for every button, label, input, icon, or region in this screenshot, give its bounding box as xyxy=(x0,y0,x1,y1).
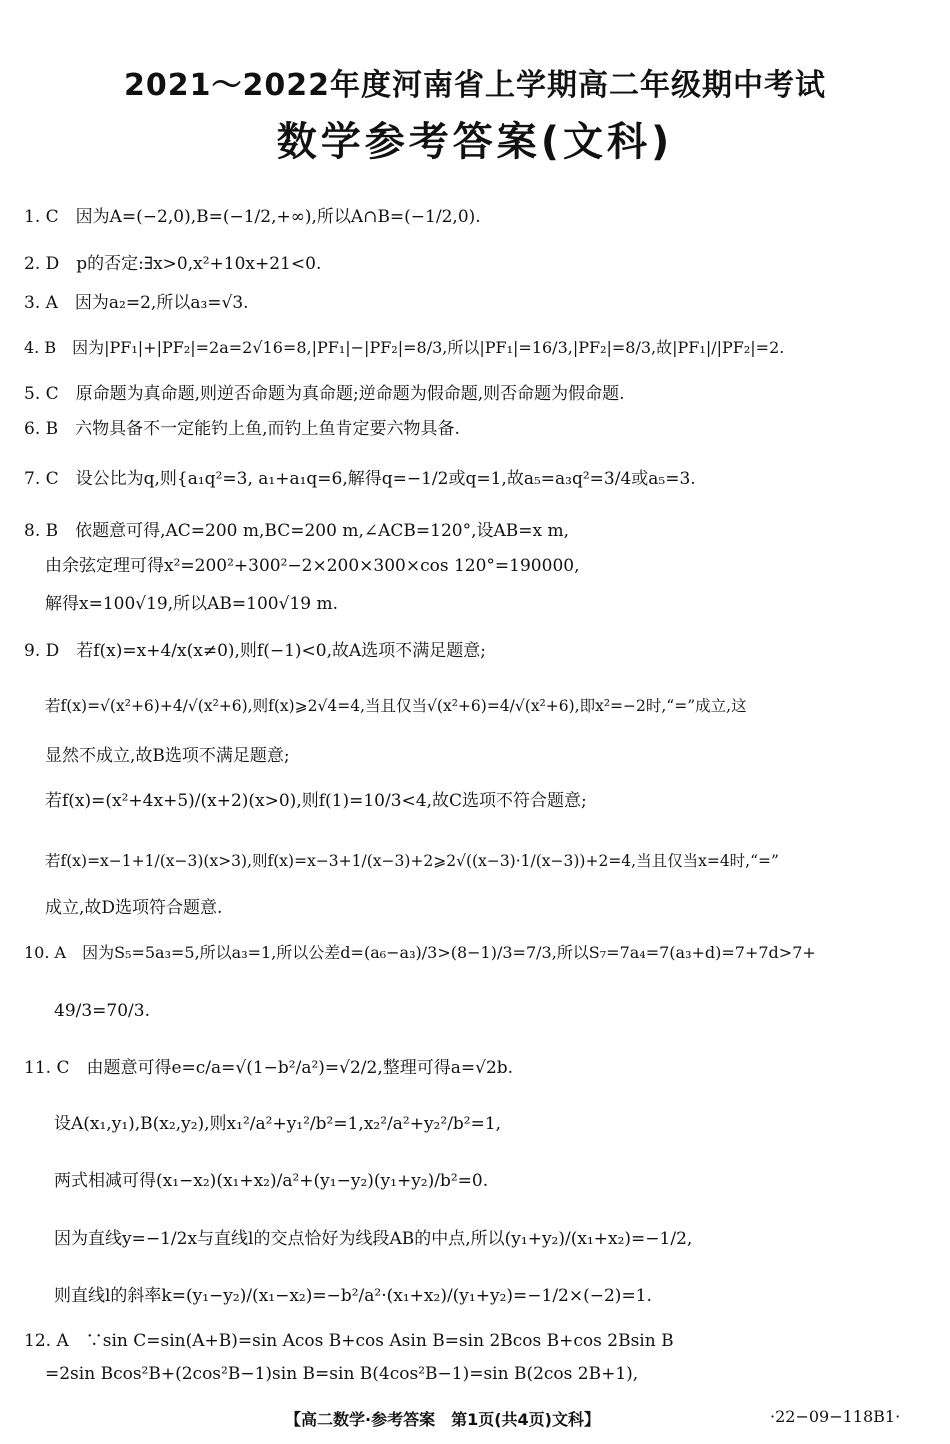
exam-title: 2021～2022年度河南省上学期高二年级期中考试 xyxy=(124,68,826,103)
answer-line: =2sin Bcos²B+(2cos²B−1)sin B=sin B(4cos²B−1)=sin B(2cos 2B+1), xyxy=(45,1364,639,1384)
answer-line: 1. C 因为A=(−2,0),B=(−1/2,+∞),所以A∩B=(−1/2,0). xyxy=(24,207,481,227)
answer-line: 设A(x₁,y₁),B(x₂,y₂),则x₁²/a²+y₁²/b²=1,x₂²/a²+y₂²/b²=1, xyxy=(54,1114,502,1134)
answer-line: 若f(x)=√(x²+6)+4/√(x²+6),则f(x)⩾2√4=4,当且仅当√(x²+6)=4/√(x²+6),即x²=−2时,“=”成立,这 xyxy=(45,697,747,715)
answer-line: 3. A 因为a₂=2,所以a₃=√3. xyxy=(24,293,249,313)
answer-line: 6. B 六物具备不一定能钓上鱼,而钓上鱼肯定要六物具备. xyxy=(24,419,460,439)
answer-line: 因为直线y=−1/2x与直线l的交点恰好为线段AB的中点,所以(y₁+y₂)/(x₁+x₂)=−1/2, xyxy=(54,1229,693,1249)
answer-line: 成立,故D选项符合题意. xyxy=(45,898,223,918)
answer-line: 11. C 由题意可得e=c/a=√(1−b²/a²)=√2/2,整理可得a=√2b. xyxy=(24,1058,514,1078)
footer-code: ·22−09−118B1· xyxy=(770,1407,901,1426)
answer-line: 8. B 依题意可得,AC=200 m,BC=200 m,∠ACB=120°,设AB=x m, xyxy=(24,521,570,541)
footer-page-info: 【高二数学·参考答案 第1页(共4页)文科】 xyxy=(285,1410,600,1429)
answer-line: 7. C 设公比为q,则{a₁q²=3, a₁+a₁q=6,解得q=−1/2或q=1,故a₅=a₃q²=3/4或a₅=3. xyxy=(24,469,696,489)
answer-line: 9. D 若f(x)=x+4/x(x≠0),则f(−1)<0,故A选项不满足题意; xyxy=(24,641,487,661)
answer-line: 12. A ∵sin C=sin(A+B)=sin Acos B+cos Asin B=sin 2Bcos B+cos 2Bsin B xyxy=(24,1331,674,1351)
answer-line: 显然不成立,故B选项不满足题意; xyxy=(45,746,290,766)
answer-line: 若f(x)=(x²+4x+5)/(x+2)(x>0),则f(1)=10/3<4,故C选项不符合题意; xyxy=(45,791,587,811)
answer-line: 由余弦定理可得x²=200²+300²−2×200×300×cos 120°=190000, xyxy=(45,556,580,576)
answer-line: 49/3=70/3. xyxy=(54,1001,150,1021)
answer-line: 10. A 因为S₅=5a₃=5,所以a₃=1,所以公差d=(a₆−a₃)/3>(8−1)/3=7/3,所以S₇=7a₄=7(a₃+d)=7+7d>7+ xyxy=(24,943,816,962)
answer-line: 则直线l的斜率k=(y₁−y₂)/(x₁−x₂)=−b²/a²·(x₁+x₂)/(y₁+y₂)=−1/2×(−2)=1. xyxy=(54,1286,652,1306)
answer-key-title: 数学参考答案(文科) xyxy=(276,119,674,165)
answer-line: 解得x=100√19,所以AB=100√19 m. xyxy=(45,594,339,614)
answer-line: 若f(x)=x−1+1/(x−3)(x>3),则f(x)=x−3+1/(x−3)+2⩾2√((x−3)·1/(x−3))+2=4,当且仅当x=4时,“=” xyxy=(45,852,779,870)
answer-line: 4. B 因为|PF₁|+|PF₂|=2a=2√16=8,|PF₁|−|PF₂|=8/3,所以|PF₁|=16/3,|PF₂|=8/3,故|PF₁|/|PF₂|=2. xyxy=(24,338,785,357)
answer-line: 2. D p的否定:∃x>0,x²+10x+21<0. xyxy=(24,254,322,274)
answer-line: 5. C 原命题为真命题,则逆否命题为真命题;逆命题为假命题,则否命题为假命题. xyxy=(24,384,625,404)
answer-line: 两式相减可得(x₁−x₂)(x₁+x₂)/a²+(y₁−y₂)(y₁+y₂)/b²=0. xyxy=(54,1171,489,1191)
